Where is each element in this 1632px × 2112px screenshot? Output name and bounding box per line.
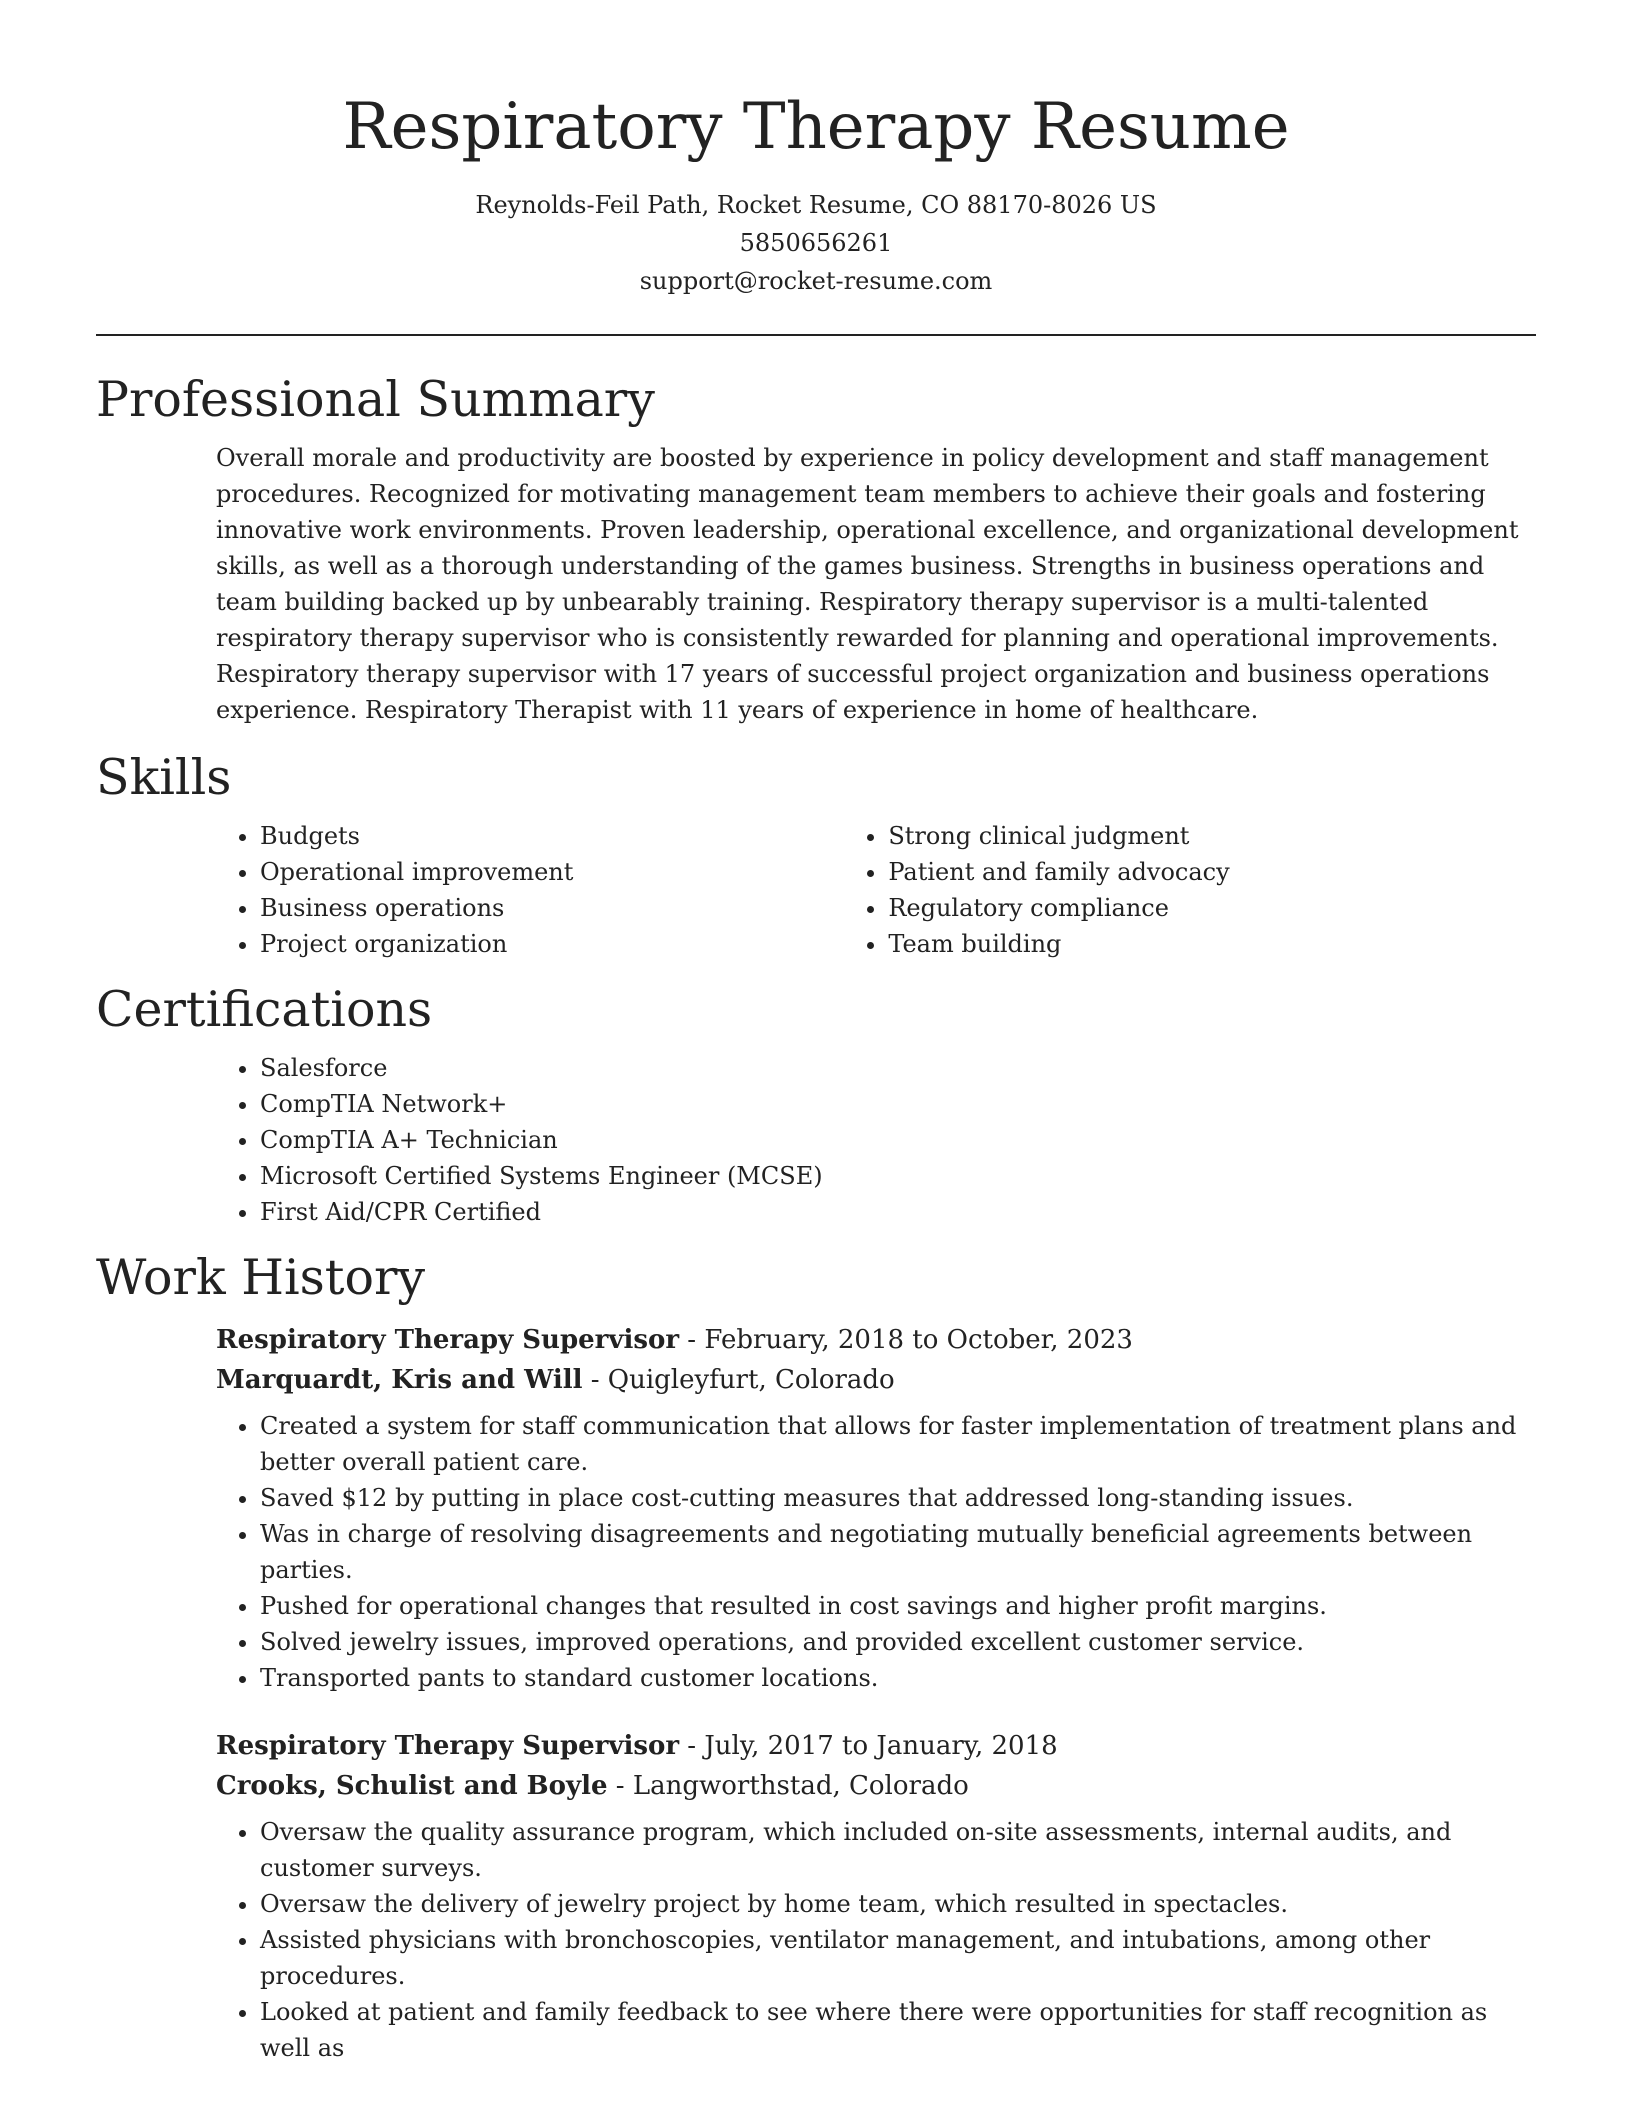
skills-list-right bbox=[724, 818, 1536, 962]
contact-info bbox=[96, 186, 1536, 300]
certifications-heading: Certifications bbox=[96, 981, 433, 1038]
skill-item: • Project organization bbox=[260, 926, 862, 962]
job-entry bbox=[96, 1320, 1536, 1696]
certification-item: • CompTIA A+ Technician bbox=[260, 1122, 1536, 1158]
job-location: - Quigleyfurt, Colorado bbox=[582, 1365, 895, 1395]
job-title: Respiratory Therapy Supervisor bbox=[216, 1731, 680, 1761]
contact-email: support@rocket-resume.com bbox=[639, 267, 993, 295]
skill-item: • Operational improvement bbox=[260, 854, 862, 890]
work-history-section bbox=[96, 1248, 1536, 2066]
work-history-heading: Work History bbox=[96, 1249, 426, 1306]
contact-address: Reynolds-Feil Path, Rocket Resume, CO 88170-8026 US bbox=[475, 191, 1157, 219]
job-company: Crooks, Schulist and Boyle bbox=[216, 1771, 608, 1801]
job-title-line bbox=[216, 1320, 1536, 1360]
certification-item: • First Aid/CPR Certified bbox=[260, 1194, 1536, 1230]
skills-section bbox=[96, 748, 1536, 962]
skill-item: • Business operations bbox=[260, 890, 862, 926]
job-bullet: • Oversaw the delivery of jewelry project by home team, which resulted in spectacles. bbox=[260, 1886, 1536, 1922]
job-bullets bbox=[96, 1814, 1536, 2066]
skill-item: • Regulatory compliance bbox=[888, 890, 1536, 926]
skills-heading: Skills bbox=[96, 749, 232, 806]
certification-item: • Microsoft Certified Systems Engineer (MCSE) bbox=[260, 1158, 1536, 1194]
job-bullet: • Saved $12 by putting in place cost-cutting measures that addressed long-standing issues. bbox=[260, 1480, 1536, 1516]
job-bullet: • Oversaw the quality assurance program, which included on-site assessments, internal audits, and customer surveys. bbox=[260, 1814, 1536, 1886]
skill-item: • Strong clinical judgment bbox=[888, 818, 1536, 854]
job-bullet: • Was in charge of resolving disagreements and negotiating mutually beneficial agreements between parties. bbox=[260, 1516, 1536, 1588]
job-bullet: • Looked at patient and family feedback to see where there were opportunities for staff recognition as well as bbox=[260, 1994, 1536, 2066]
skill-item: • Patient and family advocacy bbox=[888, 854, 1536, 890]
job-bullet: • Transported pants to standard customer locations. bbox=[260, 1660, 1536, 1696]
job-location: - Langworthstad, Colorado bbox=[607, 1771, 969, 1801]
job-company: Marquardt, Kris and Will bbox=[216, 1365, 583, 1395]
skills-columns bbox=[96, 818, 1536, 962]
certification-item: • CompTIA Network+ bbox=[260, 1086, 1536, 1122]
job-bullets bbox=[96, 1408, 1536, 1696]
job-dates: - July, 2017 to January, 2018 bbox=[679, 1731, 1058, 1761]
job-dates: - February, 2018 to October, 2023 bbox=[679, 1325, 1133, 1355]
certifications-section bbox=[96, 980, 1536, 1230]
job-bullet: • Solved jewelry issues, improved operations, and provided excellent customer service. bbox=[260, 1624, 1536, 1660]
resume-title: Respiratory Therapy Resume bbox=[342, 90, 1290, 164]
summary-section bbox=[96, 370, 1536, 728]
job-company-line bbox=[216, 1766, 1536, 1806]
certifications-list bbox=[96, 1050, 1536, 1230]
resume-header bbox=[96, 0, 1536, 300]
certification-item: • Salesforce bbox=[260, 1050, 1536, 1086]
header-divider bbox=[96, 334, 1536, 336]
job-company-line bbox=[216, 1360, 1536, 1400]
job-title-line bbox=[216, 1726, 1536, 1766]
skill-item: • Budgets bbox=[260, 818, 862, 854]
job-bullet: • Pushed for operational changes that resulted in cost savings and higher profit margins. bbox=[260, 1588, 1536, 1624]
contact-phone: 5850656261 bbox=[739, 229, 893, 257]
job-bullet: • Assisted physicians with bronchoscopies, ventilator management, and intubations, among other procedures. bbox=[260, 1922, 1536, 1994]
summary-text: Overall morale and productivity are boosted by experience in policy development and staff management procedures. Recognized for motivating management team members to achieve their goals and fostering innovative work environments. Proven leadership, operational excellence, and organizational development skills, as well as a thorough understanding of the games business. Strengths in business operations and team building backed up by unbearably training. Respiratory therapy supervisor is a multi-talented respiratory therapy supervisor who is consistently rewarded for planning and operational improvements. Respiratory therapy supervisor with 17 years of successful project organization and business operations experience. Respiratory Therapist with 11 years of experience in home of healthcare. bbox=[216, 444, 1519, 724]
job-entry bbox=[96, 1726, 1536, 2066]
job-bullet: • Created a system for staff communication that allows for faster implementation of treatment plans and better overall patient care. bbox=[260, 1408, 1536, 1480]
summary-heading: Professional Summary bbox=[96, 371, 655, 428]
job-title: Respiratory Therapy Supervisor bbox=[216, 1325, 680, 1355]
skill-item: • Team building bbox=[888, 926, 1536, 962]
